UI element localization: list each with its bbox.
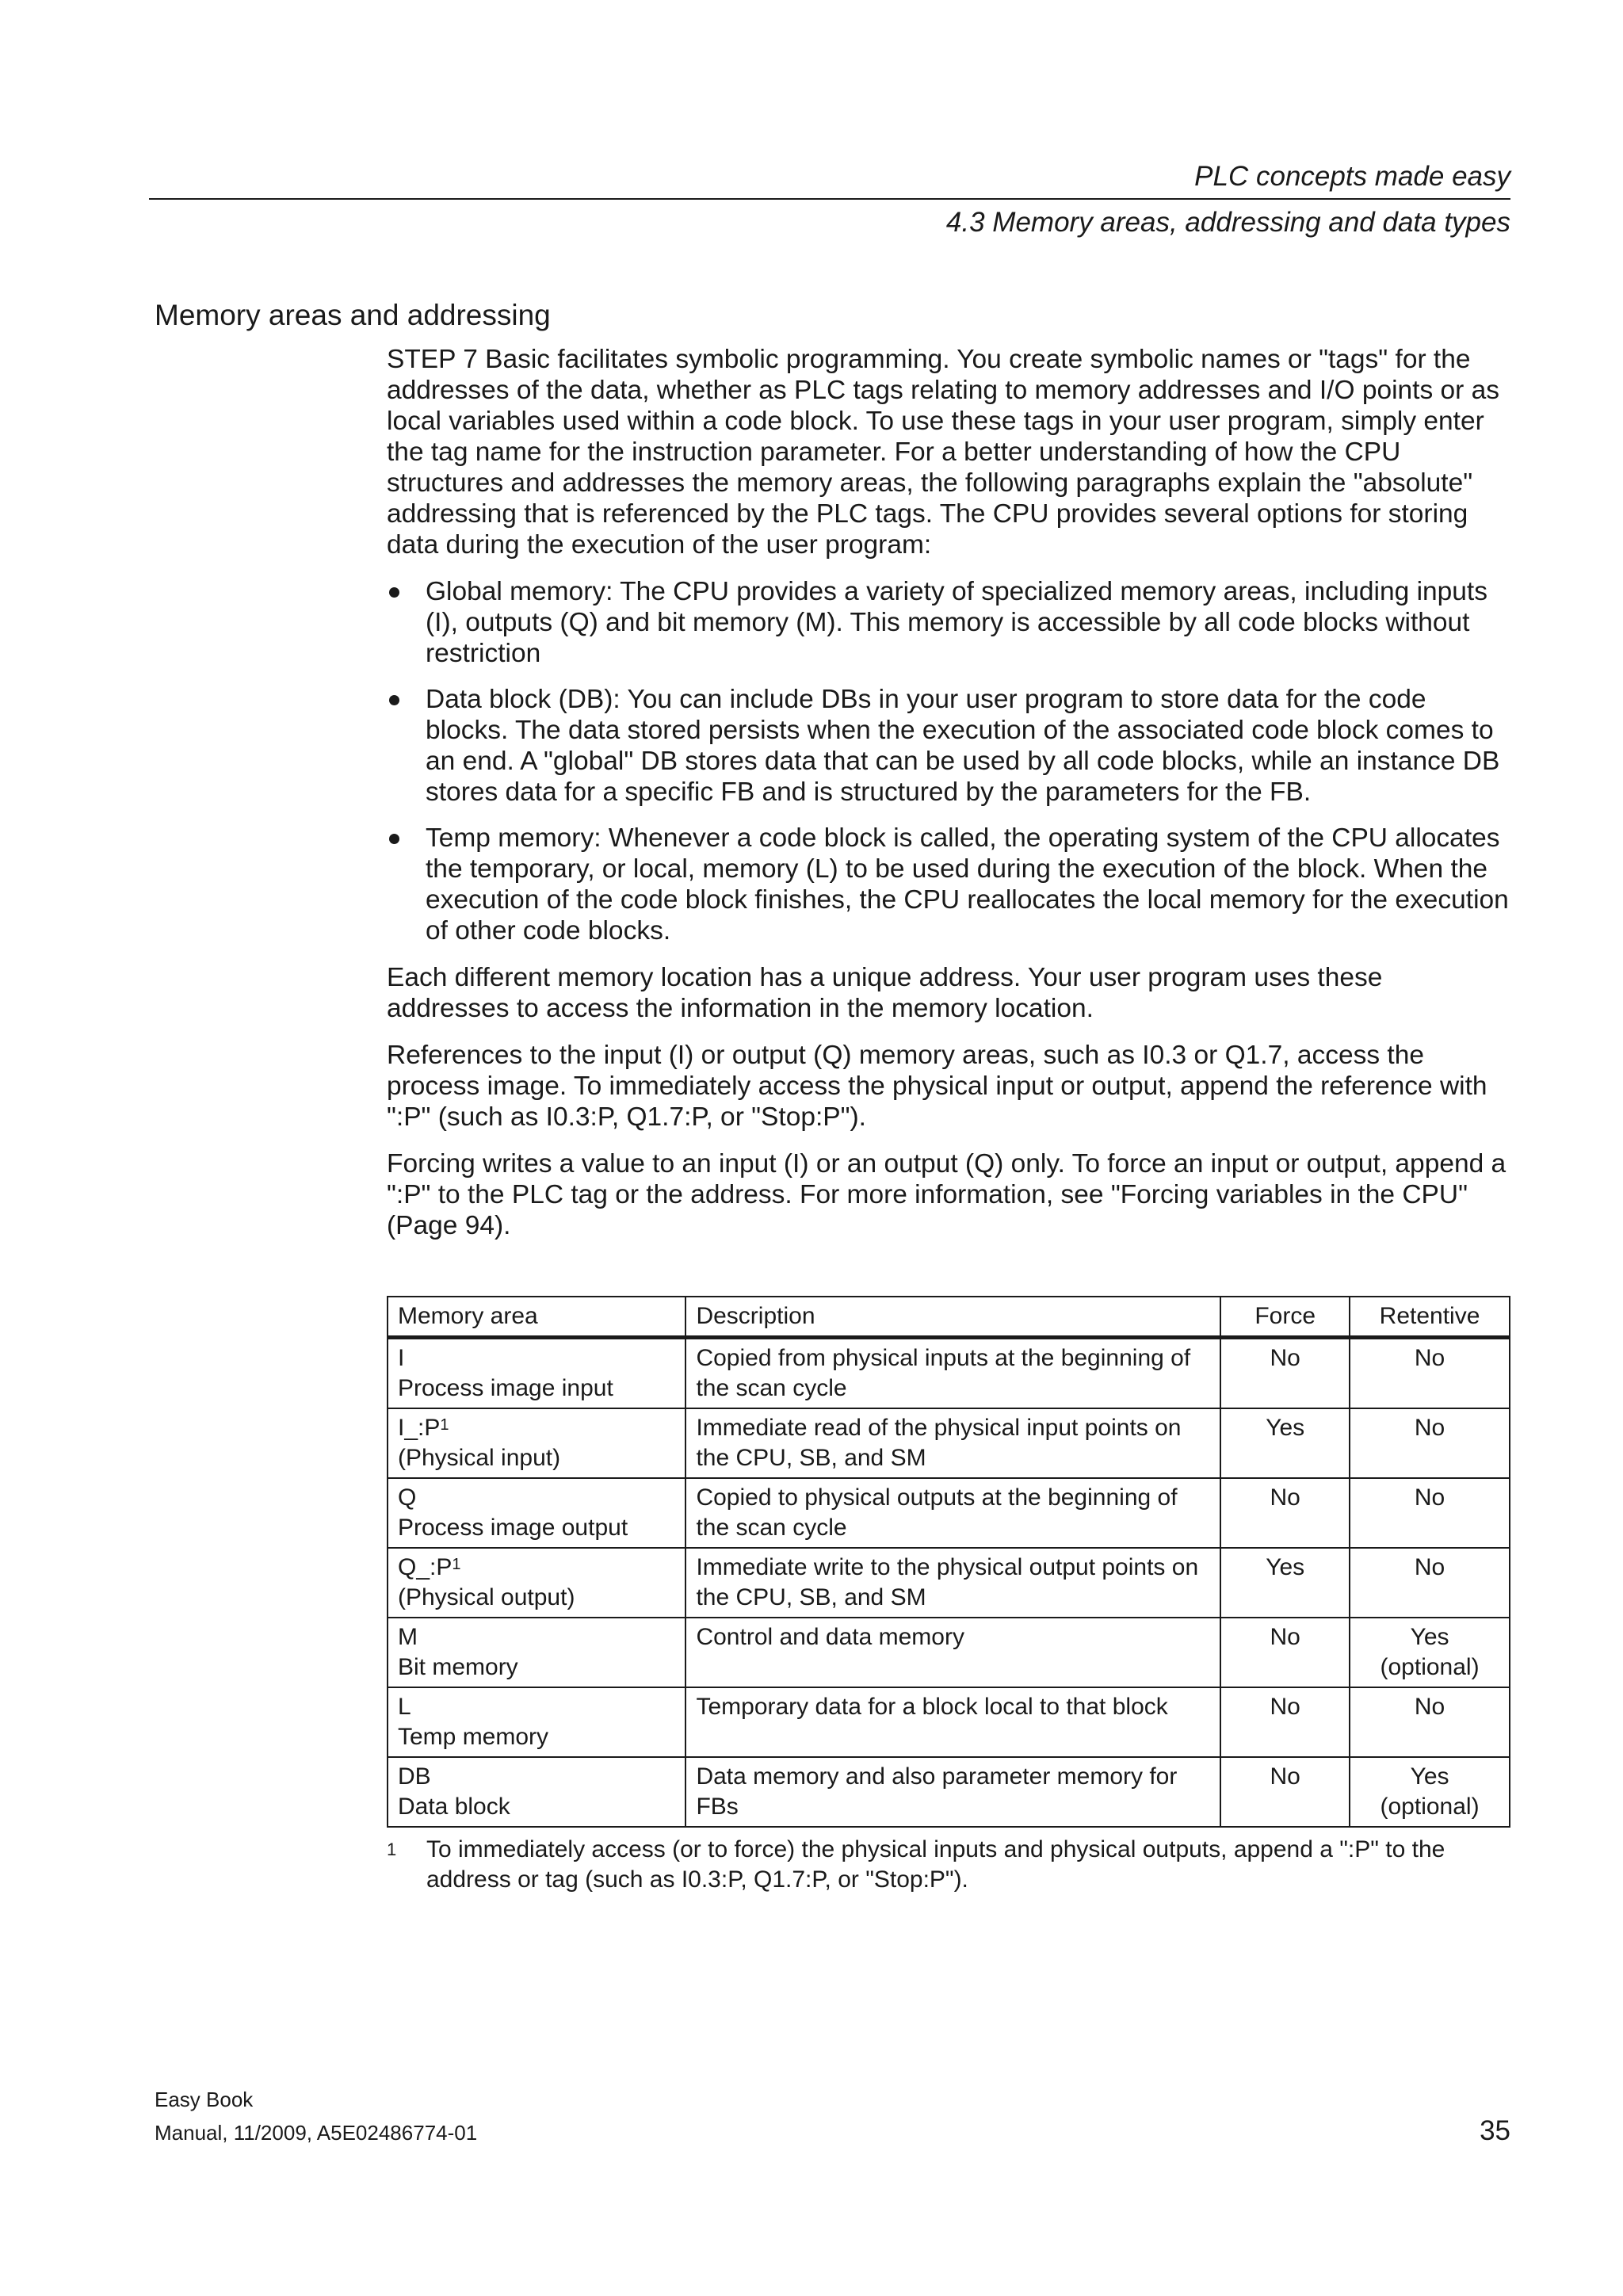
list-item-text: Temp memory: Whenever a code block is called, the operating system of the CPU allocates the temporary, or local, memory (L) to be used during the execution of the block. When the execution of the code block finishes, the CPU reallocates the local memory for the execution of other code blocks. [426,823,1509,946]
force-cell: No [1220,1338,1350,1409]
header-chapter: PLC concepts made easy [1194,161,1510,192]
area-name: Data block [398,1794,510,1820]
footer-book-title: Easy Book [155,2088,254,2111]
bullet-icon [389,695,399,705]
memory-area-table [387,1296,1510,1828]
footnote-marker: 1 [387,1839,397,1859]
retentive-cell: No [1350,1687,1510,1757]
description-cell: Temporary data for a block local to that block [685,1687,1220,1757]
area-name: (Physical input) [398,1445,561,1471]
retentive-cell: No [1350,1408,1510,1478]
footer-manual-info: Manual, 11/2009, A5E02486774-01 [155,2121,478,2145]
list-item [387,576,1512,669]
area-code: DB [398,1763,431,1790]
area-code: L [398,1694,411,1720]
page-number: 35 [1480,2115,1510,2146]
description-cell: Control and data memory [685,1618,1220,1687]
header-section: 4.3 Memory areas, addressing and data types [945,207,1510,238]
description-cell: Immediate write to the physical output points on the CPU, SB, and SM [685,1548,1220,1618]
retentive-cell: No [1350,1338,1510,1409]
paragraph-unique-address: Each different memory location has a unique address. Your user program uses these addresses to access the information in the memory location. [387,963,1383,1023]
bullet-icon [389,834,399,844]
header-memory-area: Memory area [388,1297,685,1338]
area-cell [388,1687,685,1757]
area-code: I [398,1345,405,1371]
force-cell: No [1220,1618,1350,1687]
area-cell [388,1408,685,1478]
paragraph-process-image: References to the input (I) or output (Q) memory areas, such as I0.3 or Q1.7, access the process image. To immediately access the physical input or output, append the reference with ":P" (such as I0.3:P, Q1.7:P, or "Stop:P"). [387,1041,1487,1132]
area-name: Bit memory [398,1654,518,1680]
table-header-row [388,1297,1510,1338]
force-cell: Yes [1220,1548,1350,1618]
list-item-text: Data block (DB): You can include DBs in your user program to store data for the code blocks. The data stored persists when the execution of the associated code block comes to an end. A "global" DB stores data that can be used by all code blocks, while an instance DB stores data for a specific FB and is structured by the parameters for the FB. [426,685,1500,807]
table-row [388,1478,1510,1548]
section-title: Memory areas and addressing [155,299,551,331]
description-cell: Immediate read of the physical input points on the CPU, SB, and SM [685,1408,1220,1478]
force-cell: No [1220,1757,1350,1827]
area-cell [388,1338,685,1409]
table-row [388,1338,1510,1409]
area-name: Temp memory [398,1724,549,1750]
force-cell: Yes [1220,1408,1350,1478]
area-name: Process image output [398,1515,628,1541]
header-rule [149,198,1510,200]
table-row [388,1687,1510,1757]
list-item [387,823,1512,946]
header-retentive: Retentive [1350,1297,1510,1338]
footnote-ref: 1 [440,1416,449,1434]
retentive-cell: Yes (optional) [1350,1757,1510,1827]
running-header [149,159,1510,241]
area-code: $Q\_:P^1$ [398,1554,461,1580]
area-name: (Physical output) [398,1584,575,1610]
intro-paragraph: STEP 7 Basic facilitates symbolic programming. You create symbolic names or "tags" for the addresses of the data, whether as PLC tags relating to memory addresses and I/O points or as local variables used within a code block. To use these tags in your user program, simply enter the tag name for the instruction parameter. For a better understanding of how the CPU structures and addresses the memory areas, the following paragraphs explain the "absolute" addressing that is referenced by the PLC tags. The CPU provides several options for storing data during the execution of the user program: [387,345,1500,560]
memory-type-list [387,576,1512,946]
page-footer [155,2083,477,2149]
table-row [388,1757,1510,1827]
area-code: Q [398,1484,417,1511]
footnote-text: To immediately access (or to force) the physical inputs and physical outputs, append a ":P" to the address or tag (such as I0.3:P, Q1.7:P, or "Stop:P"). [426,1836,1445,1893]
area-name: Process image input [398,1375,613,1401]
retentive-cell: Yes (optional) [1350,1618,1510,1687]
description-cell: Copied to physical outputs at the beginning of the scan cycle [685,1478,1220,1548]
header-force: Force [1220,1297,1350,1338]
table-row [388,1548,1510,1618]
description-cell: Copied from physical inputs at the beginning of the scan cycle [685,1338,1220,1409]
header-description: Description [685,1297,1220,1338]
area-cell [388,1548,685,1618]
force-cell: No [1220,1687,1350,1757]
description-cell: Data memory and also parameter memory for FBs [685,1757,1220,1827]
table-footnote [387,1835,1512,1895]
table-row [388,1618,1510,1687]
list-item-text: Global memory: The CPU provides a variety of specialized memory areas, including inputs (I), outputs (Q) and bit memory (M). This memory is accessible by all code blocks without restriction [426,577,1487,668]
paragraph-forcing: Forcing writes a value to an input (I) or an output (Q) only. To force an input or output, append a ":P" to the PLC tag or the address. For more information, see "Forcing variables in the CPU" (Page 94). [387,1149,1507,1240]
force-cell: No [1220,1478,1350,1548]
list-item [387,684,1512,808]
body-content [387,344,1512,1257]
footnote-ref: 1 [452,1556,461,1573]
retentive-cell: No [1350,1548,1510,1618]
area-cell [388,1757,685,1827]
area-code: $I\_:P^1$ [398,1415,449,1441]
bullet-icon [389,587,399,598]
area-code: M [398,1624,418,1650]
area-cell [388,1478,685,1548]
retentive-cell: No [1350,1478,1510,1548]
area-cell [388,1618,685,1687]
table-row [388,1408,1510,1478]
